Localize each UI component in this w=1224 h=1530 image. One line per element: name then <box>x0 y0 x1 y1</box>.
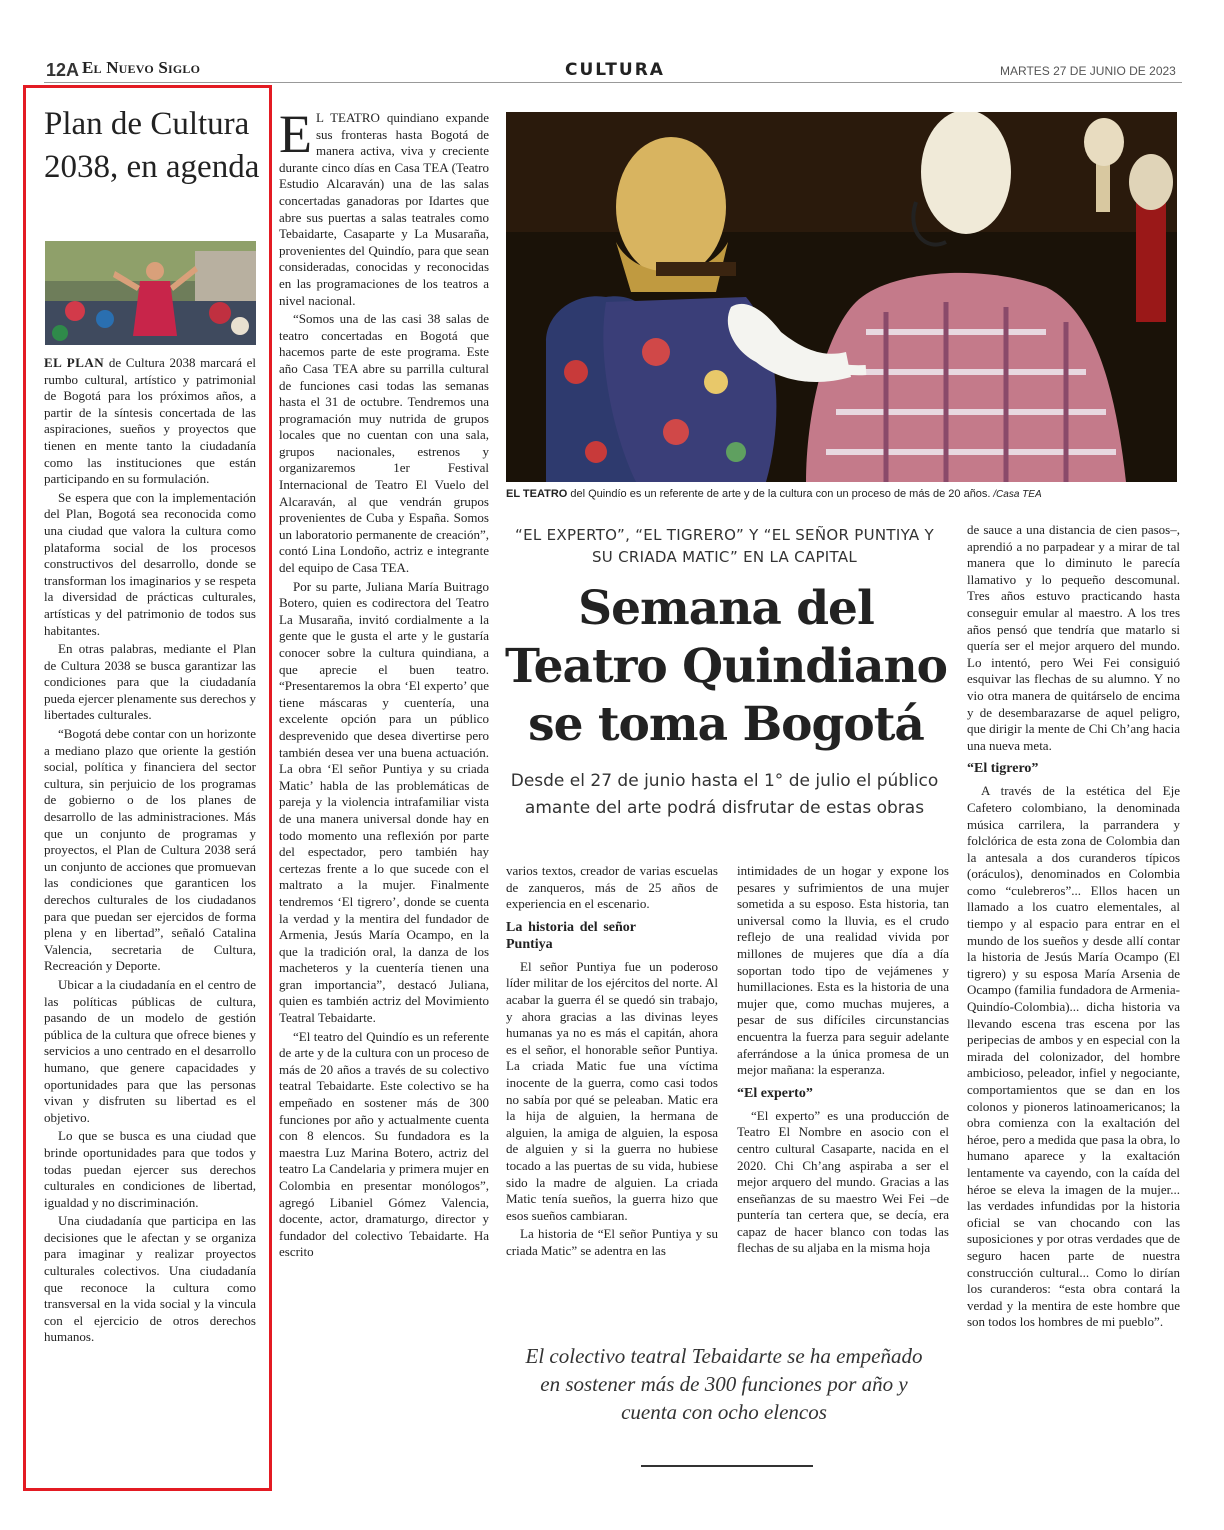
subheading-puntiya: La historia del señor Puntiya <box>506 919 636 952</box>
pull-quote: El colectivo teatral Tebaidarte se ha empeñado en sostener más de 300 funciones por año y cuenta con ocho elencos <box>525 1344 923 1424</box>
photo-caption <box>506 488 1186 500</box>
article-paragraph: La historia de “El señor Puntiya y su criada Matic” se adentra en las <box>506 1226 718 1258</box>
sidebar-paragraph: En otras palabras, mediante el Plan de Cultura 2038 se busca garantizar las condiciones para que la ciudadanía pueda ejercer plenamente sus derechos y libertades culturales. <box>44 641 256 723</box>
section-title: CULTURA <box>565 60 665 80</box>
article-paragraph-text: L TEATRO quindiano expande sus fronteras hasta Bogotá de manera activa, viva y creciente durante cinco días en Casa TEA (Teatro Estudio Alcaraván) una de las salas concertadas ganadoras por Idartes que abre sus puertas a salas teatrales como Tebaidarte, Casaparte y La Musaraña, provenientes del Quindío, para que sean consideradas, conocidas y reconocidas en las programaciones de los teatros a nivel nacional. <box>279 110 489 308</box>
article-paragraph: “El teatro del Quindío es un referente de arte y de la cultura con un proceso de más de 20 años a través de su colectivo teatral Tebaidarte. Este colectivo se ha empeñado en sostener más de 300 funciones por año y actualmente cuenta con 8 elencos. Su fundadora es la maestra Luz Marina Botero, actriz del teatro La Candelaria y primera mujer en Colombia en presentar monólogos”, agregó Libaniel Gómez Valencia, docente, actor, dramaturgo, director y fundador del colectivo Tebaidarte. Ha escrito <box>279 1028 489 1260</box>
photo-credit: /Casa TEA <box>990 489 1042 500</box>
sidebar-paragraph: Se espera que con la implementación del Plan, Bogotá sea reconocida como una ciudad que valora la cultura como plataforma social de los procesos constructivos del desarrollo, donde se transforman los imaginarios y se respeta la diversidad de prácticas culturales, artísticas y del patrimonio de todos sus habitantes. <box>44 489 256 638</box>
drop-cap: E <box>279 104 312 164</box>
sidebar-lead: EL PLAN <box>44 355 105 370</box>
article-paragraph: Por su parte, Juliana María Buitrago Botero, quien es codirectora del Teatro La Musaraña, invitó cordialmente a la gente que le gusta el arte y le gustaría conocer sobre la cultura quindiana, a que aprecie el buen teatro. “Presentaremos la obra ‘El experto’ que tiene máscaras y cuentería, una excelente opción para un público desprevenido que desea divertirse pero también desea ver una buena actuación. La obra ‘El señor Puntiya y su criada Matic’ habla de las problemáticas de pareja y la violencia intrafamiliar vista de una manera universal donde hay en todo momento una reflexión por parte del espectador, pero también hay certezas frente a lo que sucede con el maltrato a la mujer. Finalmente tendremos ‘El tigrero’, donde se cuenta la verdad y la mentira del fundador de Armenia, Jesús María Ocampo, en la que la tradición oral, la danza de los macheteros y la cuentería tienen una gran importancia”, destacó Juliana, quien es también actriz del Movimiento Teatral Tebaidarte. <box>279 578 489 1026</box>
subheadline: Desde el 27 de junio hasta el 1° de julio el público amante del arte podrá disfrutar de estas obras <box>510 771 939 818</box>
sidebar-paragraph: “Bogotá debe contar con un horizonte a mediano plazo que oriente la gestión social, política y financiera del sector cultura, sin perjuicio de los programas de gobierno o de los planes de desarrollo de las administraciones. Más que un conjunto de programas y proyectos, el Plan de Cultura 2038 será un conjunto de acciones que promuevan las condiciones que garanticen los derechos culturales de los ciudadanos para que puedan ser ejercidos de forma plena y en libertad”, señaló Catalina Valencia, secretaria de Cultura, Recreación y Deporte. <box>44 726 256 974</box>
article-column-2 <box>506 863 718 1261</box>
headline: Semana del Teatro Quindiano se toma Bogotá <box>505 581 947 752</box>
article-paragraph: varios textos, creador de varias escuelas de zanqueros, más de 25 años de experiencia en el escenario. <box>506 863 718 912</box>
newspaper-logo: El Nuevo Siglo <box>82 58 201 77</box>
subheading-el-experto: “El experto” <box>737 1085 813 1101</box>
article-column-1 <box>279 104 489 1263</box>
caption-text: del Quindío es un referente de arte y de la cultura con un proceso de más de 20 años. <box>567 488 991 500</box>
sidebar-title: Plan de Cultura 2038, en agenda <box>44 106 260 185</box>
article-column-3 <box>737 863 949 1259</box>
sidebar-paragraph: Una ciudadanía que participa en las decisiones que le afectan y se organiza para imaginar y realizar proyectos culturales colectivos. Una ciudadanía que reconoce la cultura como transversal en la vida social y la vincula con el ejercicio de otros derechos humanos. <box>44 1213 256 1345</box>
article-column-4 <box>967 522 1180 1333</box>
issue-date: MARTES 27 DE JUNIO DE 2023 <box>1000 64 1176 78</box>
caption-lead: EL TEATRO <box>506 488 568 500</box>
article-paragraph: de sauce a una distancia de cien pasos–, aprendió a no parpadear y a mirar de tal manera que lo diminuto le parecía llamativo y lo pequeño descomunal. Tres años estuvo practicando hasta conseguir emular al maestro. A los tres años pensó que tendría que matarlo si quería ser el mejor arquero del mundo. Lo intentó, pero Wei Fei consiguió esquivar las flechas de su alumno. Y no vio otra manera de quitárselo de encima y de desembarazarse de aquel peligro, que dirigir la mente de Chi Ch’ang hacia una nueva meta. <box>967 522 1180 753</box>
article-paragraph: “Somos una de las casi 38 salas de teatro concertadas en Bogotá que hacemos parte de este programa. Este año Casa TEA abre su parrilla cultural de funciones casi todas las semanas hasta el 31 de octubre. Tendremos una programación muy nutrida de grupos locales que no cuentan con una sala, grupos nacionales, estrenos y organizaremos 1er Festival Internacional de Teatro El Vuelo del Alcaraván, al que vendrán grupos provenientes de Cuba y España. Somos un laboratorio permanente de creación”, contó Lina Londoño, actriz e integrante del equipo de Casa TEA. <box>279 311 489 576</box>
article-paragraph <box>279 104 489 309</box>
sidebar-body <box>44 355 256 1348</box>
header-divider <box>44 82 1182 83</box>
article-paragraph: El señor Puntiya fue un poderoso líder militar de los ejércitos del norte. Al acabar la guerra él se quedó sin trabajo, y ahora gracias a las divinas leyes humanas ya no es más el capitán, ahora es el señor, el honorable señor Puntiya. La criada Matic fue una víctima inocente de la guerra, como casi todos no sabía por qué se peleaban. Matic era la hija de alguien, la hermana de alguien, la amiga de alguien, la esposa de alguien y si la guerra no hubiese tocado a las puertas de su vida, hubiese sido la madre de alguien. La criada Matic tenía sueños, la guerra hizo que esos sueños cambiaran. <box>506 958 718 1223</box>
sidebar-photo <box>45 241 256 345</box>
sidebar-paragraph: Lo que se busca es una ciudad que brinde oportunidades para que todos y todas puedan ejercer sus derechos culturales en condiciones de libertad, igualdad y no discriminación. <box>44 1128 256 1210</box>
article-paragraph: A través de la estética del Eje Cafetero colombiano, la denominada música carrilera, la parrandera y folclórica de esta zona de Colombia dan la antesala a dos curanderos típicos (oráculos), denominados en Colombia como “culebreros”... Ellos hacen un llamado a los cuatro elementales, al tiempo y al espacio para entrar en el mundo de los sueños y desde allí contar la historia de Jesús María Ocampo (El tigrero) y su esposa María Arsenia de Ocampo (familia fundadora de Armenia-Quindío-Colombia)... dicha historia va llevando escena tras escena por las peripecias de ambos y en especial con la mirada del colonizador, del hombre ambicioso, peleador, infiel y negociante, comportamientos que se dan en los colonos y pioneros latinoamericanos; la obra comienza con la exaltación del héroe, pero a medida que pasa la obra, lo humano aparece y la exaltación lentamente va cayendo, con la caída del héroe se eleva la imagen de la mujer... las verdades infundidas por la historia oficial se van chocando con las suposiciones y por otras verdades que de seguro hacen parte de nuestra construcción cultural... Como lo dirían los curanderos: “esta obra contará la verdad y la mentira de este hombre que son todos los hombres de mi pueblo”. <box>967 783 1180 1330</box>
subheading-el-tigrero: “El tigrero” <box>967 761 1039 777</box>
page-number: 12A <box>46 60 80 80</box>
kicker: “EL EXPERTO”, “EL TIGRERO” Y “EL SEÑOR PUNTIYA Y SU CRIADA MATIC” EN LA CAPITAL <box>515 526 934 566</box>
article-paragraph: “El experto” es una producción de Teatro El Nombre en asocio con el centro cultural Casaparte, nacida en el 2020. Chi Ch’ang aspiraba a ser el mejor arquero del mundo. Gracias a las enseñanzas de su maestro Wei Fei –de puntería tan certera que, se decía, era capaz de hacer blanco con todas las flechas de su aljaba en la misma hoja <box>737 1107 949 1256</box>
sidebar-paragraph-text: de Cultura 2038 marcará el rumbo cultural, artístico y patrimonial de Bogotá para los próximos años, a partir de la síntesis concertada de las aspiraciones, sueños y proyectos que tienen en mente tanto la ciudadanía como las instituciones que están participando en su formulación. <box>44 355 257 487</box>
main-photo <box>506 112 1177 482</box>
sidebar-paragraph <box>44 355 256 488</box>
sidebar-paragraph: Ubicar a la ciudadanía en el centro de las políticas públicas de cultura, pasando de un modelo de gestión pública de la cultura que ofrece bienes y servicios a uno centrado en el desarrollo humano, que genere capacidades y oportunidades para que las personas vivan y disfruten su libertad es el objetivo. <box>44 976 256 1125</box>
article-paragraph: intimidades de un hogar y expone los pesares y sufrimientos de una mujer sometida a su esposo. Esta historia, tan universal como la lluvia, es el crudo reflejo de una realidad vivida por millones de mujeres que día a día soportan todo tipo de vejámenes y humillaciones. Esta es la historia de una mujer que, como muchas mujeres, a pesar de sus difíciles circunstancias encuentra la fuerza para seguir adelante aferrándose a la única promesa de un mejor mañana: la esperanza. <box>737 863 949 1078</box>
pull-quote-rule <box>641 1465 813 1467</box>
